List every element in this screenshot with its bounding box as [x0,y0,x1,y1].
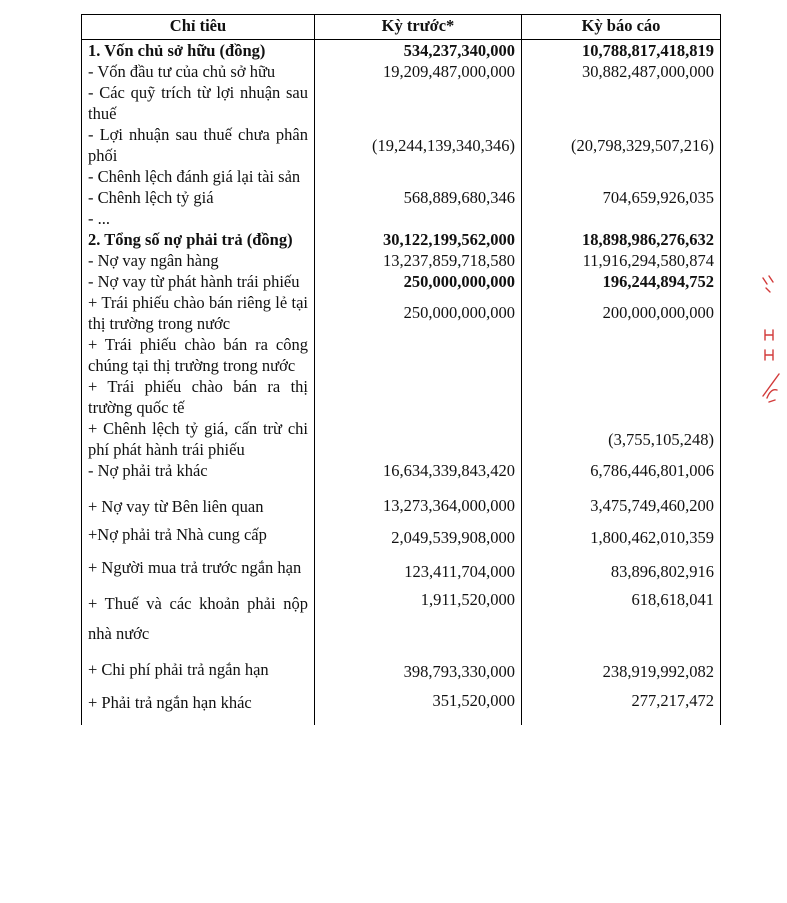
previous-value: 250,000,000,000 [315,271,522,292]
previous-value: 30,122,199,562,000 [315,229,522,250]
row-label: - Các quỹ trích từ lợi nhuận sau thuế [82,82,315,124]
reporting-value [522,334,721,376]
table-row [82,334,721,376]
reporting-value: 238,919,992,082 [522,653,721,690]
row-label: - Chênh lệch đánh giá lại tài sản [82,166,315,187]
row-label: - Vốn đầu tư của chủ sở hữu [82,61,315,82]
previous-value: 568,889,680,346 [315,187,522,208]
reporting-value: 704,659,926,035 [522,187,721,208]
table-row [82,82,721,124]
previous-value [315,334,522,376]
reporting-value [522,208,721,229]
row-label: + Trái phiếu chào bán riêng lẻ tại thị trường trong nước [82,292,315,334]
row-label: - Nợ phải trả khác [82,460,315,489]
table-row [82,208,721,229]
reporting-value: 618,618,041 [522,589,721,653]
row-label: + Người mua trả trước ngắn hạn [82,553,315,589]
table-row [82,418,721,460]
header-row [82,15,721,40]
previous-value: 19,209,487,000,000 [315,61,522,82]
row-label: - Nợ vay ngân hàng [82,250,315,271]
row-label: + Trái phiếu chào bán ra công chúng tại thị trường trong nước [82,334,315,376]
seal-stamp-fragment [757,270,787,420]
previous-value: 398,793,330,000 [315,653,522,690]
table-row [82,489,721,521]
row-label: + Phải trả ngắn hạn khác [82,690,315,725]
row-label: + Nợ vay từ Bên liên quan [82,489,315,521]
row-label: +Nợ phải trả Nhà cung cấp [82,521,315,553]
reporting-value: (20,798,329,507,216) [522,124,721,166]
table-row [82,61,721,82]
reporting-value: 30,882,487,000,000 [522,61,721,82]
header-reporting-period: Kỳ báo cáo [522,15,721,40]
row-label: - Chênh lệch tỷ giá [82,187,315,208]
previous-value: (19,244,139,340,346) [315,124,522,166]
previous-value: 123,411,704,000 [315,553,522,589]
table-row [82,229,721,250]
reporting-value [522,166,721,187]
table-row [82,589,721,653]
table-row [82,521,721,553]
table-row [82,187,721,208]
row-label: + Chênh lệch tỷ giá, cấn trừ chi phí phát hành trái phiếu [82,418,315,460]
previous-value: 351,520,000 [315,690,522,725]
previous-value: 13,273,364,000,000 [315,489,522,521]
row-label: - Nợ vay từ phát hành trái phiếu [82,271,315,292]
previous-value: 250,000,000,000 [315,292,522,334]
row-label: 1. Vốn chủ sở hữu (đồng) [82,40,315,62]
reporting-value [522,82,721,124]
header-previous-period: Kỳ trước* [315,15,522,40]
table-row [82,124,721,166]
previous-value: 534,237,340,000 [315,40,522,62]
previous-value [315,166,522,187]
reporting-value: 18,898,986,276,632 [522,229,721,250]
row-label: - ... [82,208,315,229]
table-row [82,292,721,334]
reporting-value: 10,788,817,418,819 [522,40,721,62]
previous-value: 1,911,520,000 [315,589,522,653]
previous-value: 2,049,539,908,000 [315,521,522,553]
previous-value: 16,634,339,843,420 [315,460,522,489]
table-row [82,166,721,187]
table-row [82,690,721,725]
reporting-value: 1,800,462,010,359 [522,521,721,553]
row-label: + Chi phí phải trả ngắn hạn [82,653,315,690]
table-row [82,460,721,489]
previous-value [315,82,522,124]
reporting-value: 6,786,446,801,006 [522,460,721,489]
table-row [82,553,721,589]
reporting-value: 196,244,894,752 [522,271,721,292]
reporting-value: 11,916,294,580,874 [522,250,721,271]
financial-table [81,14,721,725]
table-row [82,40,721,62]
reporting-value [522,376,721,418]
reporting-value: 3,475,749,460,200 [522,489,721,521]
row-label: 2. Tổng số nợ phải trả (đồng) [82,229,315,250]
reporting-value: 200,000,000,000 [522,292,721,334]
table-row [82,250,721,271]
header-indicator: Chỉ tiêu [82,15,315,40]
previous-value [315,208,522,229]
row-label: + Trái phiếu chào bán ra thị trường quốc tế [82,376,315,418]
reporting-value: 277,217,472 [522,690,721,725]
row-label: + Thuế và các khoản phải nộp nhà nước [82,589,315,653]
reporting-value: (3,755,105,248) [522,418,721,460]
previous-value: 13,237,859,718,580 [315,250,522,271]
previous-value [315,418,522,460]
table-row [82,653,721,690]
table-row [82,271,721,292]
row-label: - Lợi nhuận sau thuế chưa phân phối [82,124,315,166]
table-row [82,376,721,418]
reporting-value: 83,896,802,916 [522,553,721,589]
previous-value [315,376,522,418]
